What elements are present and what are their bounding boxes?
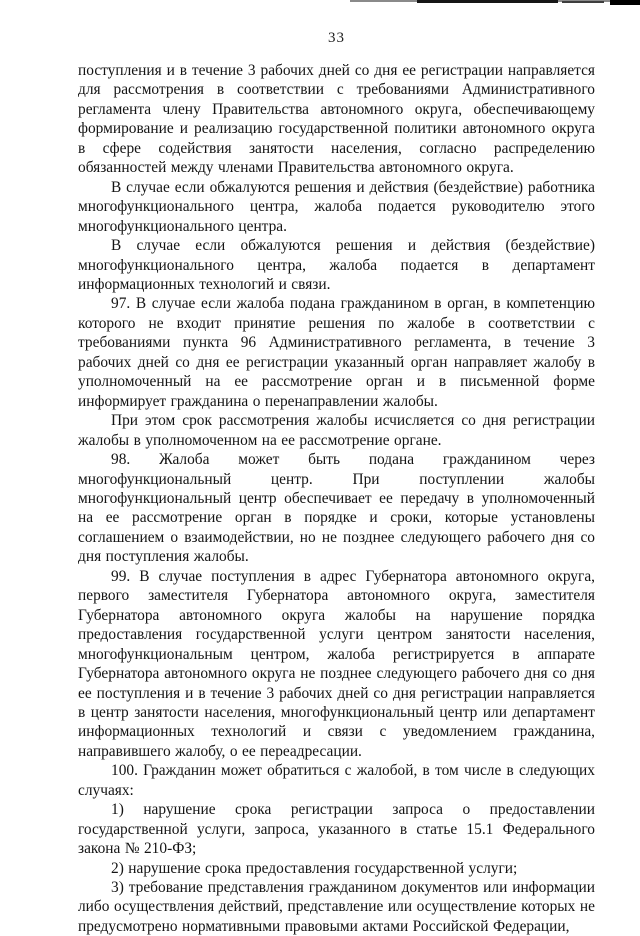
paragraph: В случае если обжалуются решения и действия (бездействие) работника многофункционального центра, жалоба подается руководителю этого многофункционального центра. [78,178,595,235]
paragraph: В случае если обжалуются решения и действия (бездействие) многофункционального центра, жалоба подается в департамент информационных технологий и связи. [78,237,595,293]
paragraph: При этом срок рассмотрения жалобы исчисляется со дня регистрации жалобы в уполномоченном на ее рассмотрение органе. [78,412,595,449]
page-number: 33 [328,30,345,46]
scan-artifact-top-edge [562,1,604,3]
scan-artifact-top-edge [610,0,640,5]
document-text [78,61,595,936]
paragraph: 3) требование представления гражданином документов или информации либо осуществления действий, представление или осуществление которых не предусмотрено нормативными правовыми актами Российской Федерации, [78,879,595,935]
paragraph: 100. Гражданин может обратиться с жалобой, в том числе в следующих случаях: [78,762,595,799]
paragraph: 1) нарушение срока регистрации запроса о предоставлении государственной услуги, запроса, указанного в статье 15.1 Федерального закона № 210-ФЗ; [78,801,595,858]
paragraph: 98. Жалоба может быть подана гражданином через многофункциональный центр. При поступлении жалобы многофункциональный центр обеспечивает ее передачу в уполномоченный на ее рассмотрение орган в порядке и сроки, которые установлены соглашением о взаимодействии, но не позднее следующего рабочего дня со дня поступления жалобы. [78,451,595,566]
scan-artifact-top-edge [417,0,558,3]
paragraph: поступления и в течение 3 рабочих дней со дня ее регистрации направляется для рассмотрения в соответствии с требованиями Административного регламента члену Правительства автономного округа, обеспечивающему формирование и реализацию государственной политики автономного округа в сфере содействия занятости населения, согласно распределению обязанностей между членами Правительства автономного округа. [78,62,595,177]
scan-artifact-top-edge [350,0,640,2]
paragraph: 99. В случае поступления в адрес Губернатора автономного округа, первого заместителя Губернатора автономного округа, заместителя Губернатора автономного округа жалобы на нарушение порядка предоставления государственной услуги центром занятости населения, многофункциональным центром, жалоба регистрируется в аппарате Губернатора автономного округа не позднее следующего рабочего дня со дня ее поступления и в течение 3 рабочих дней со дня регистрации направляется в центр занятости населения, многофункциональный центр или департамент информационных технологий и связи с уведомлением гражданина, направившего жалобу, о ее переадресации. [78,567,595,760]
paragraph: 97. В случае если жалоба подана гражданином в орган, в компетенцию которого не входит принятие решения по жалобе в соответствии с требованиями пункта 96 Административного регламента, в течение 3 рабочих дней со дня ее регистрации указанный орган направляет жалобу в уполномоченный на ее рассмотрение орган и в письменной форме информирует гражданина о перенаправлении жалобы. [78,295,595,410]
paragraph: 2) нарушение срока предоставления государственной услуги; [111,859,518,877]
